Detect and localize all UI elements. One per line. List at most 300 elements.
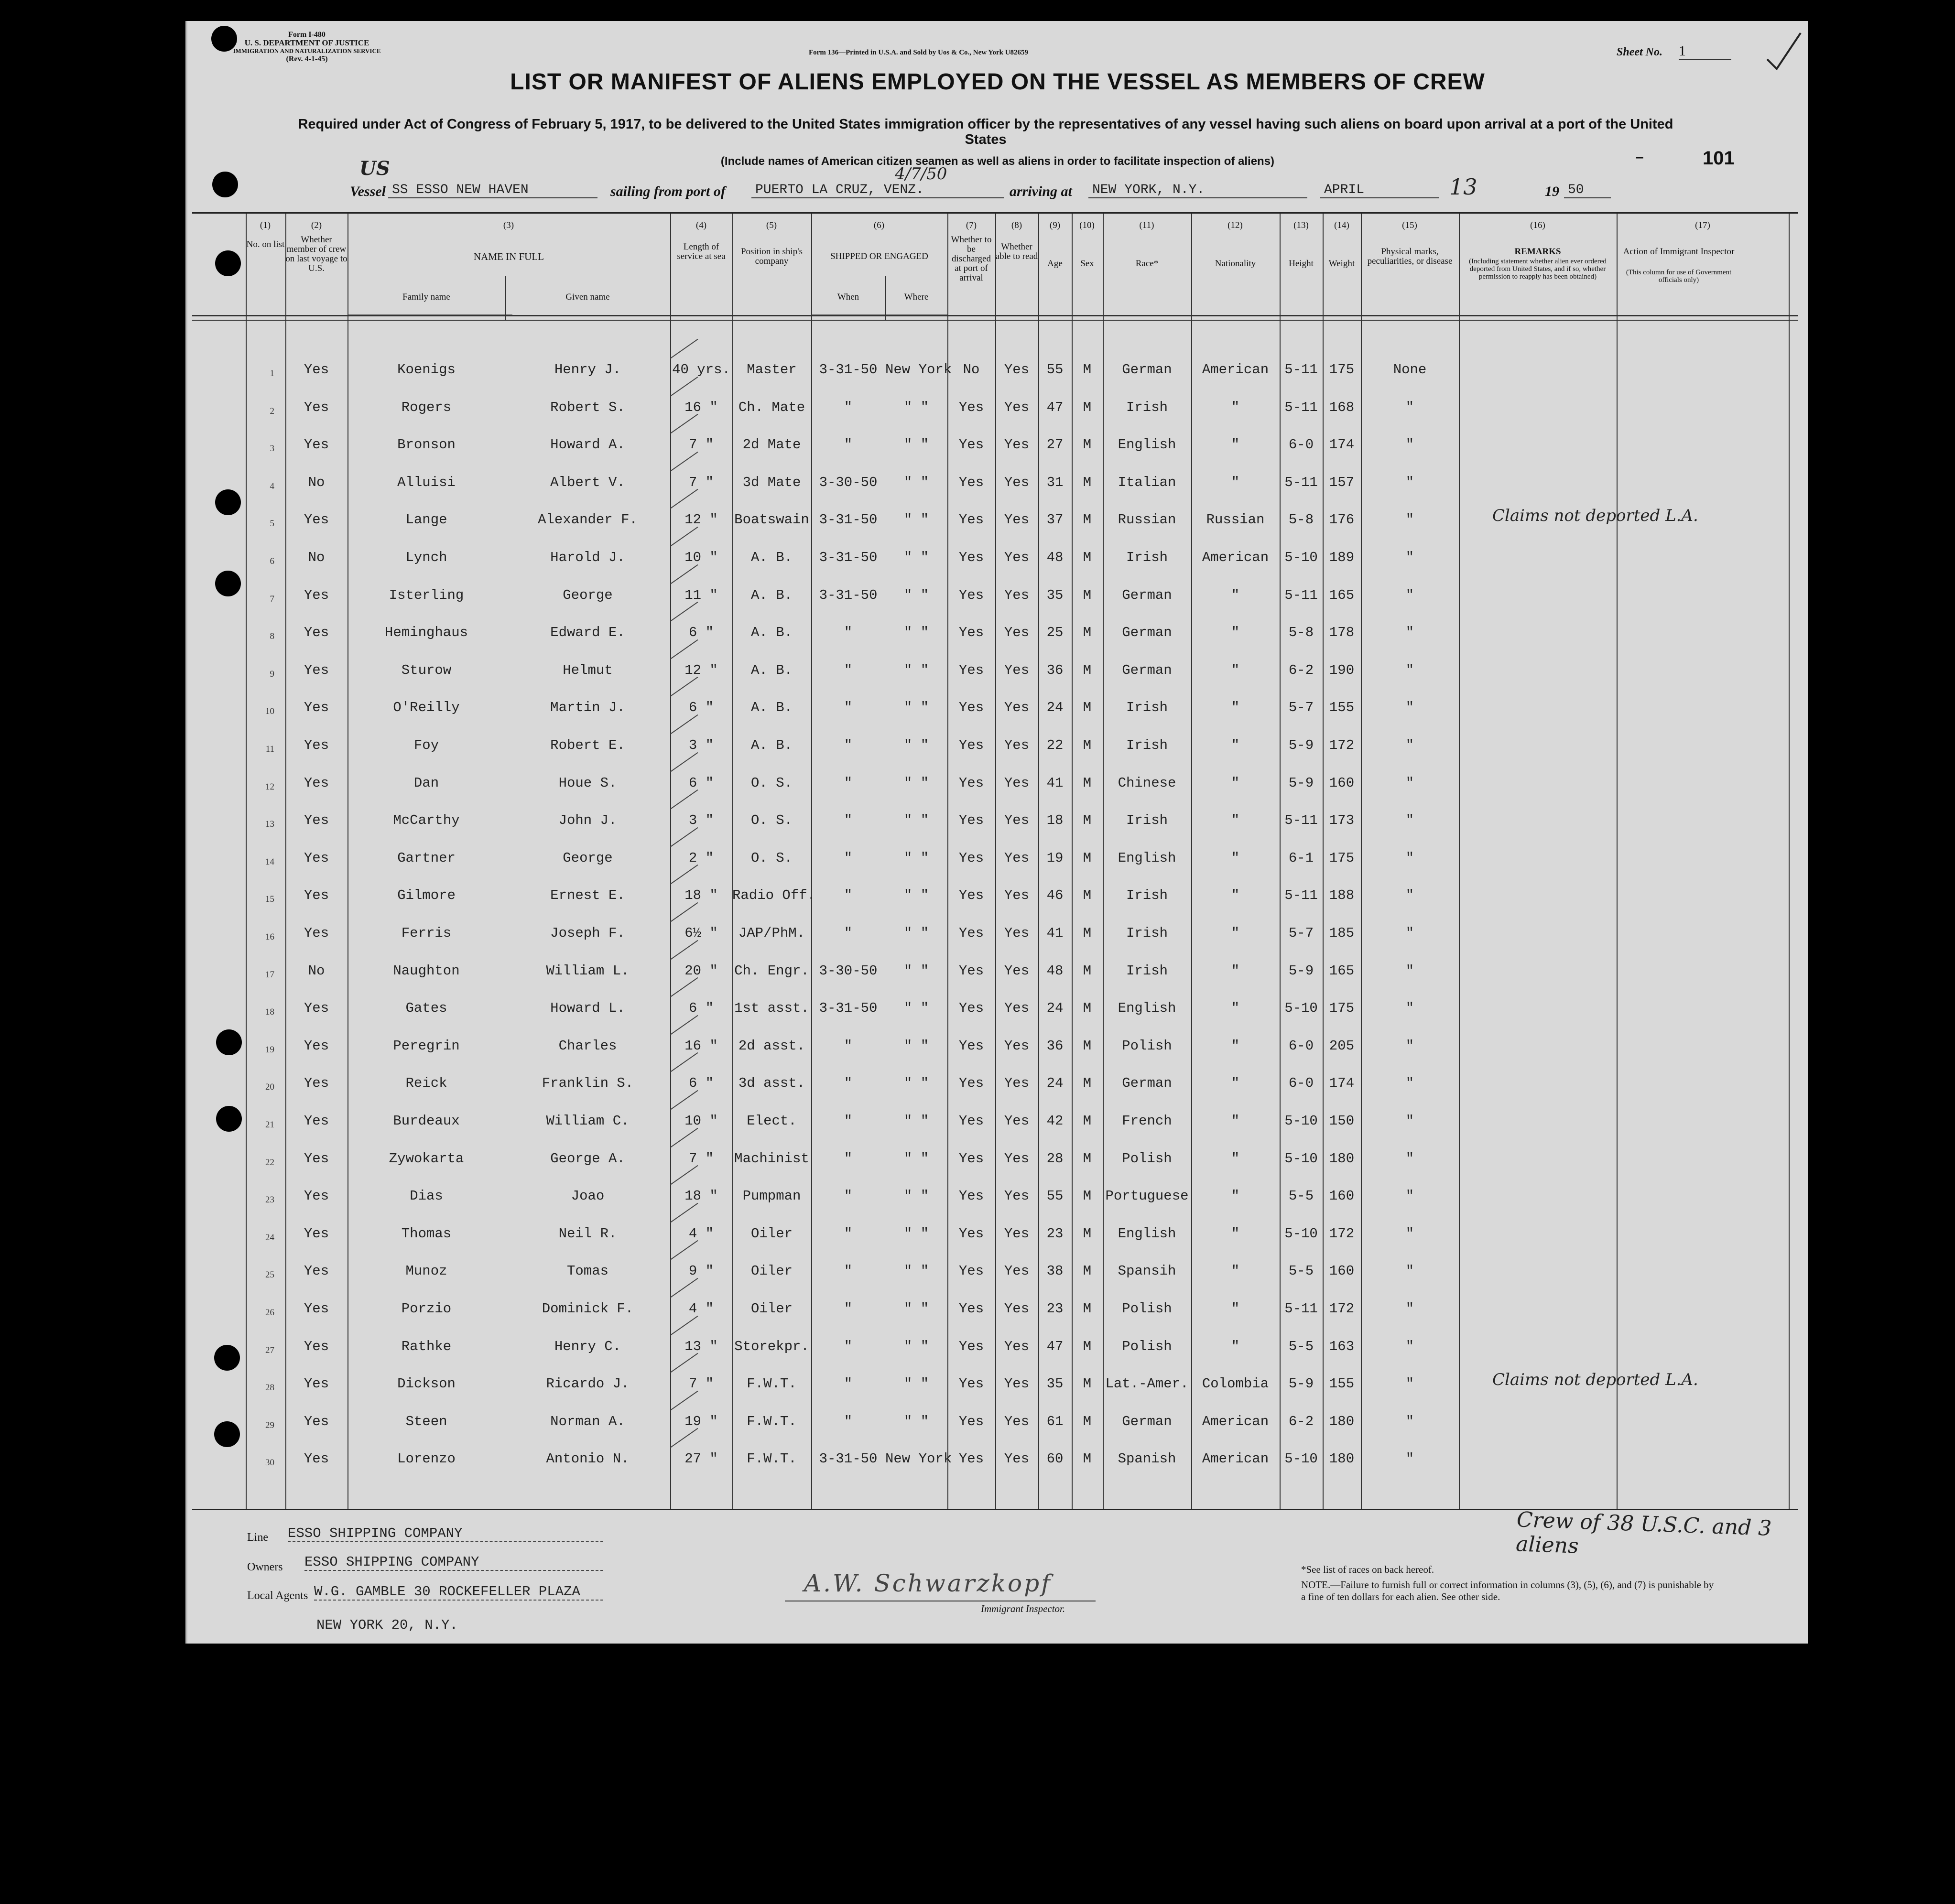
- weight-cell: 176: [1329, 512, 1355, 528]
- race-cell: Irish: [1126, 700, 1168, 716]
- discharged-cell: Yes: [958, 1113, 984, 1129]
- height-cell: 5-10: [1284, 1150, 1318, 1167]
- col-number: (4): [695, 220, 707, 230]
- nationality-cell: ": [1231, 850, 1240, 866]
- given-name-cell: Howard L.: [550, 1000, 625, 1017]
- read-cell: Yes: [1004, 587, 1030, 603]
- discharged-cell: Yes: [958, 887, 984, 904]
- shipped-when-cell: ": [844, 662, 853, 678]
- age-cell: 25: [1046, 625, 1064, 641]
- read-cell: Yes: [1004, 1451, 1030, 1467]
- weight-cell: 189: [1329, 550, 1355, 565]
- shipped-where-cell: " ": [903, 1338, 929, 1354]
- shipped-where-cell: " ": [903, 925, 929, 941]
- col-header-age: Age: [1047, 259, 1063, 269]
- discharged-cell: Yes: [958, 1451, 984, 1467]
- family-name-cell: Isterling: [389, 587, 464, 603]
- height-cell: 5-10: [1284, 1000, 1318, 1017]
- row-number: 1: [270, 368, 274, 379]
- race-cell: German: [1122, 362, 1172, 378]
- age-cell: 36: [1046, 1038, 1064, 1054]
- read-cell: Yes: [1004, 625, 1030, 641]
- prev-voyage-cell: Yes: [304, 1451, 329, 1467]
- marks-cell: ": [1405, 1188, 1414, 1204]
- height-cell: 5-11: [1284, 474, 1318, 490]
- tally-mark: [670, 902, 698, 922]
- given-name-cell: William C.: [546, 1113, 630, 1129]
- service-length-cell: 7 ": [688, 1376, 714, 1392]
- nationality-cell: Colombia: [1202, 1376, 1269, 1392]
- vessel-name: SS ESSO NEW HAVEN: [388, 183, 597, 198]
- service-length-cell: 6 ": [688, 1000, 714, 1017]
- read-cell: Yes: [1004, 1413, 1030, 1429]
- weight-cell: 175: [1329, 1000, 1355, 1017]
- col-number: (2): [311, 220, 322, 230]
- position-cell: 2d asst.: [738, 1038, 805, 1054]
- prev-voyage-cell: Yes: [304, 1225, 329, 1242]
- read-cell: Yes: [1004, 1301, 1030, 1317]
- col-header-shipped: SHIPPED OR ENGAGED: [830, 251, 928, 261]
- penalty-note: NOTE.—Failure to furnish full or correct information in columns (3), (5), (6), and (7) is punishable by a fine of ten dollars for each alien. See other side.: [1301, 1579, 1714, 1602]
- row-number: 8: [270, 631, 274, 642]
- height-cell: 6-1: [1288, 850, 1314, 866]
- age-cell: 47: [1046, 399, 1064, 415]
- sheet-label: Sheet No.: [1617, 46, 1662, 58]
- age-cell: 46: [1046, 887, 1064, 904]
- marks-cell: ": [1405, 775, 1414, 791]
- shipped-where-cell: " ": [903, 963, 929, 979]
- line-label: Line: [247, 1531, 268, 1544]
- position-cell: F.W.T.: [747, 1413, 797, 1429]
- prev-voyage-cell: No: [308, 474, 325, 490]
- read-cell: Yes: [1004, 662, 1030, 678]
- prev-voyage-cell: Yes: [304, 850, 329, 866]
- read-cell: Yes: [1004, 1075, 1030, 1092]
- col-number: (10): [1079, 220, 1095, 230]
- read-cell: Yes: [1004, 474, 1030, 490]
- prev-voyage-cell: Yes: [304, 587, 329, 603]
- height-cell: 5-10: [1284, 1225, 1318, 1242]
- weight-cell: 185: [1329, 925, 1355, 941]
- col-header-given: Given name: [565, 292, 610, 302]
- height-cell: 5-9: [1288, 963, 1314, 979]
- given-name-cell: Neil R.: [558, 1225, 617, 1242]
- family-name-cell: Gates: [405, 1000, 447, 1017]
- row-number: 23: [265, 1195, 274, 1205]
- col-header-height: Height: [1289, 259, 1314, 269]
- prev-voyage-cell: No: [308, 550, 325, 565]
- arriving-port: NEW YORK, N.Y.: [1088, 183, 1307, 198]
- height-cell: 6-0: [1288, 437, 1314, 453]
- tally-mark: [670, 1090, 698, 1110]
- age-cell: 19: [1046, 850, 1064, 866]
- sailing-port: PUERTO LA CRUZ, VENZ.: [751, 183, 1004, 198]
- family-name-cell: Dickson: [397, 1376, 456, 1392]
- weight-cell: 190: [1329, 662, 1355, 678]
- row-number: 10: [265, 706, 274, 717]
- race-cell: French: [1122, 1113, 1172, 1129]
- nationality-cell: American: [1202, 550, 1269, 565]
- race-cell: Irish: [1126, 737, 1168, 753]
- given-name-cell: George: [563, 587, 613, 603]
- prev-voyage-cell: Yes: [304, 700, 329, 716]
- position-cell: Master: [747, 362, 797, 378]
- col-number: (11): [1139, 220, 1154, 230]
- sex-cell: M: [1083, 850, 1092, 866]
- col-number: (14): [1334, 220, 1349, 230]
- shipped-where-cell: " ": [903, 1263, 929, 1279]
- col-number: (13): [1293, 220, 1309, 230]
- marks-cell: ": [1405, 474, 1414, 490]
- prev-voyage-cell: Yes: [304, 737, 329, 753]
- shipped-where-cell: " ": [903, 850, 929, 866]
- given-name-cell: Norman A.: [550, 1413, 625, 1429]
- discharged-cell: Yes: [958, 812, 984, 829]
- shipped-when-cell: ": [844, 887, 853, 904]
- marks-cell: ": [1405, 887, 1414, 904]
- shipped-when-cell: 3-30-50: [819, 963, 878, 979]
- discharged-cell: Yes: [958, 1376, 984, 1392]
- row-number: 7: [270, 594, 274, 604]
- shipped-where-cell: " ": [903, 1075, 929, 1092]
- tally-mark: [670, 714, 698, 735]
- sex-cell: M: [1083, 1338, 1092, 1354]
- shipped-when-cell: 3-31-50: [819, 362, 878, 378]
- age-cell: 22: [1046, 737, 1064, 753]
- sex-cell: M: [1083, 1188, 1092, 1204]
- service-length-cell: 19 ": [684, 1413, 718, 1429]
- prev-voyage-cell: Yes: [304, 812, 329, 829]
- service-length-cell: 4 ": [688, 1225, 714, 1242]
- marks-cell: ": [1405, 662, 1414, 678]
- tally-mark: [670, 452, 698, 472]
- position-cell: A. B.: [750, 625, 793, 641]
- nationality-cell: ": [1231, 700, 1240, 716]
- given-name-cell: John J.: [558, 812, 617, 829]
- sex-cell: M: [1083, 1000, 1092, 1017]
- shipped-where-cell: New York: [885, 1451, 952, 1467]
- service-length-cell: 7 ": [688, 437, 714, 453]
- given-name-cell: Martin J.: [550, 700, 625, 716]
- tally-mark: [670, 977, 698, 997]
- given-name-cell: Ricardo J.: [546, 1376, 630, 1392]
- col-header-length-service: Length of service at sea: [677, 242, 726, 261]
- age-cell: 61: [1046, 1413, 1064, 1429]
- department: U. S. DEPARTMENT OF JUSTICE: [244, 38, 369, 47]
- row-number: 30: [265, 1458, 274, 1468]
- weight-cell: 180: [1329, 1150, 1355, 1167]
- family-name-cell: Burdeaux: [393, 1113, 460, 1129]
- printer-line: Form 136—Printed in U.S.A. and Sold by Uos & Co., New York U82659: [809, 49, 1029, 56]
- sex-cell: M: [1083, 1413, 1092, 1429]
- tally-mark: [670, 1353, 698, 1373]
- discharged-cell: Yes: [958, 1263, 984, 1279]
- discharged-cell: Yes: [958, 1225, 984, 1242]
- shipped-where-cell: New York: [885, 362, 952, 378]
- read-cell: Yes: [1004, 887, 1030, 904]
- position-cell: Machinist: [734, 1150, 809, 1167]
- col-header-family: Family name: [402, 292, 450, 302]
- marks-cell: ": [1405, 850, 1414, 866]
- weight-cell: 160: [1329, 775, 1355, 791]
- discharged-cell: Yes: [958, 399, 984, 415]
- weight-cell: 174: [1329, 437, 1355, 453]
- service-length-cell: 18 ": [684, 887, 718, 904]
- given-name-cell: Franklin S.: [542, 1075, 634, 1092]
- given-name-cell: George A.: [550, 1150, 625, 1167]
- race-cell: German: [1122, 1075, 1172, 1092]
- service-length-cell: 10 ": [684, 1113, 718, 1129]
- shipped-where-cell: " ": [903, 550, 929, 565]
- family-name-cell: Naughton: [393, 963, 460, 979]
- owners-value: ESSO SHIPPING COMPANY: [304, 1554, 603, 1571]
- sex-cell: M: [1083, 1113, 1092, 1129]
- age-cell: 55: [1046, 1188, 1064, 1204]
- discharged-cell: Yes: [958, 963, 984, 979]
- col-header-when: When: [837, 292, 859, 302]
- row-number: 3: [270, 444, 274, 454]
- nationality-cell: ": [1231, 1075, 1240, 1092]
- col-header-no: No. on list: [246, 239, 285, 249]
- discharged-cell: Yes: [958, 1000, 984, 1017]
- marks-cell: ": [1405, 1338, 1414, 1354]
- manifest-sheet: [185, 21, 1808, 1644]
- shipped-where-cell: " ": [903, 512, 929, 528]
- prev-voyage-cell: Yes: [304, 925, 329, 941]
- race-cell: Irish: [1126, 812, 1168, 829]
- position-cell: Radio Off.: [732, 887, 816, 904]
- sex-cell: M: [1083, 1301, 1092, 1317]
- tally-mark: [670, 1052, 698, 1072]
- shipped-where-cell: " ": [903, 625, 929, 641]
- service-length-cell: 12 ": [684, 662, 718, 678]
- col-number: (7): [966, 220, 977, 230]
- age-cell: 24: [1046, 1000, 1064, 1017]
- height-cell: 5-7: [1288, 700, 1314, 716]
- tally-mark: [670, 677, 698, 697]
- inspector-label: Immigrant Inspector.: [981, 1603, 1065, 1614]
- family-name-cell: Porzio: [401, 1301, 452, 1317]
- prev-voyage-cell: Yes: [304, 437, 329, 453]
- read-cell: Yes: [1004, 925, 1030, 941]
- service-length-cell: 10 ": [684, 550, 718, 565]
- tally-mark: [670, 790, 698, 810]
- given-name-cell: Alexander F.: [538, 512, 638, 528]
- shipped-when-cell: ": [844, 850, 853, 866]
- row-number: 13: [265, 819, 274, 830]
- prev-voyage-cell: Yes: [304, 887, 329, 904]
- tally-mark: [670, 827, 698, 847]
- position-cell: Ch. Engr.: [734, 963, 809, 979]
- service-length-cell: 40 yrs.: [672, 362, 730, 378]
- nationality-cell: ": [1231, 474, 1240, 490]
- read-cell: Yes: [1004, 963, 1030, 979]
- position-cell: Elect.: [747, 1113, 797, 1129]
- nationality-cell: ": [1231, 887, 1240, 904]
- read-cell: Yes: [1004, 1113, 1030, 1129]
- shipped-when-cell: 3-30-50: [819, 474, 878, 490]
- given-name-cell: Albert V.: [550, 474, 625, 490]
- row-number: 21: [265, 1120, 274, 1130]
- prev-voyage-cell: Yes: [304, 1263, 329, 1279]
- col-header-marks: Physical marks, peculiarities, or disease: [1367, 247, 1453, 266]
- family-name-cell: Lange: [405, 512, 447, 528]
- col-header-sex: Sex: [1080, 259, 1094, 269]
- weight-cell: 165: [1329, 963, 1355, 979]
- marks-cell: ": [1405, 1263, 1414, 1279]
- manifest-title: LIST OR MANIFEST OF ALIENS EMPLOYED ON THE VESSEL AS MEMBERS OF CREW: [510, 69, 1485, 95]
- service-length-cell: 12 ": [684, 512, 718, 528]
- arrival-month: APRIL: [1320, 183, 1439, 198]
- nationality-cell: ": [1231, 775, 1240, 791]
- sex-cell: M: [1083, 587, 1092, 603]
- tally-mark: [670, 1315, 698, 1335]
- family-name-cell: Sturow: [401, 662, 452, 678]
- arrival-day: 13: [1449, 174, 1477, 200]
- row-number: 9: [270, 669, 274, 679]
- family-name-cell: Gilmore: [397, 887, 456, 904]
- given-name-cell: Ernest E.: [550, 887, 625, 904]
- age-cell: 18: [1046, 812, 1064, 829]
- col-header-prev-voyage: Whether member of crew on last voyage to U.S.: [285, 235, 348, 273]
- agents-label: Local Agents: [247, 1590, 308, 1602]
- shipped-when-cell: ": [844, 700, 853, 716]
- read-cell: Yes: [1004, 1150, 1030, 1167]
- marks-cell: ": [1405, 1113, 1414, 1129]
- read-cell: Yes: [1004, 1188, 1030, 1204]
- height-cell: 6-2: [1288, 1413, 1314, 1429]
- weight-cell: 163: [1329, 1338, 1355, 1354]
- col-header-name: NAME IN FULL: [474, 251, 544, 262]
- line-value: ESSO SHIPPING COMPANY: [288, 1525, 603, 1542]
- read-cell: Yes: [1004, 850, 1030, 866]
- shipped-where-cell: " ": [903, 1038, 929, 1054]
- discharged-cell: Yes: [958, 587, 984, 603]
- age-cell: 24: [1046, 1075, 1064, 1092]
- given-name-cell: Helmut: [563, 662, 613, 678]
- weight-cell: 174: [1329, 1075, 1355, 1092]
- shipped-when-cell: ": [844, 1263, 853, 1279]
- vessel-note: US: [359, 157, 390, 180]
- col-header-remarks-note: (Including statement whether alien ever ordered deported from United States, and if so, whether permission to reapply has been obtained): [1469, 258, 1607, 281]
- position-cell: Oiler: [750, 1225, 793, 1242]
- prev-voyage-cell: Yes: [304, 1113, 329, 1129]
- race-cell: German: [1122, 1413, 1172, 1429]
- race-cell: Lat.-Amer.: [1105, 1376, 1189, 1392]
- col-number: (1): [260, 220, 271, 230]
- race-cell: English: [1118, 437, 1176, 453]
- weight-cell: 172: [1329, 1301, 1355, 1317]
- position-cell: Ch. Mate: [738, 399, 805, 415]
- height-cell: 5-10: [1284, 1451, 1318, 1467]
- height-cell: 5-8: [1288, 512, 1314, 528]
- shipped-where-cell: " ": [903, 1113, 929, 1129]
- nationality-cell: ": [1231, 1150, 1240, 1167]
- discharged-cell: Yes: [958, 437, 984, 453]
- col-number: (12): [1227, 220, 1243, 230]
- shipped-when-cell: ": [844, 1038, 853, 1054]
- read-cell: Yes: [1004, 1038, 1030, 1054]
- discharged-cell: Yes: [958, 925, 984, 941]
- discharged-cell: Yes: [958, 625, 984, 641]
- row-number: 12: [265, 781, 274, 792]
- sex-cell: M: [1083, 963, 1092, 979]
- race-cell: English: [1118, 850, 1176, 866]
- form-number: Form I-480: [288, 31, 326, 39]
- discharged-cell: Yes: [958, 662, 984, 678]
- prev-voyage-cell: Yes: [304, 1075, 329, 1092]
- family-name-cell: Rathke: [401, 1338, 452, 1354]
- read-cell: Yes: [1004, 737, 1030, 753]
- shipped-when-cell: ": [844, 1113, 853, 1129]
- given-name-cell: Edward E.: [550, 625, 625, 641]
- marks-cell: ": [1405, 700, 1414, 716]
- serial-number: 101: [1703, 148, 1735, 169]
- height-cell: 6-0: [1288, 1038, 1314, 1054]
- sex-cell: M: [1083, 512, 1092, 528]
- col-header-nationality: Nationality: [1215, 259, 1256, 269]
- service-length-cell: 6 ": [688, 775, 714, 791]
- tally-mark: [670, 1240, 698, 1260]
- given-name-cell: Henry C.: [554, 1338, 621, 1354]
- family-name-cell: Ferris: [401, 925, 452, 941]
- tally-mark: [670, 602, 698, 622]
- col-header-read: Whether able to read: [995, 242, 1038, 261]
- service-length-cell: 16 ": [684, 399, 718, 415]
- race-cell: German: [1122, 625, 1172, 641]
- agents-value: W.G. GAMBLE 30 ROCKEFELLER PLAZA: [314, 1584, 603, 1601]
- row-number: 14: [265, 856, 274, 867]
- shipped-when-cell: ": [844, 1150, 853, 1167]
- remarks-cell: Claims not deported L.A.: [1492, 506, 1698, 526]
- age-cell: 28: [1046, 1150, 1064, 1167]
- sex-cell: M: [1083, 662, 1092, 678]
- read-cell: Yes: [1004, 399, 1030, 415]
- sex-cell: M: [1083, 887, 1092, 904]
- given-name-cell: Joseph F.: [550, 925, 625, 941]
- shipped-when-cell: ": [844, 399, 853, 415]
- row-number: 5: [270, 519, 274, 529]
- shipped-when-cell: ": [844, 1188, 853, 1204]
- marks-cell: ": [1405, 1150, 1414, 1167]
- height-cell: 5-7: [1288, 925, 1314, 941]
- discharged-cell: Yes: [958, 1338, 984, 1354]
- family-name-cell: Reick: [405, 1075, 447, 1092]
- discharged-cell: Yes: [958, 1301, 984, 1317]
- read-cell: Yes: [1004, 550, 1030, 565]
- age-cell: 41: [1046, 775, 1064, 791]
- race-cell: Chinese: [1118, 775, 1176, 791]
- col-header-remarks: REMARKS: [1514, 247, 1561, 257]
- col-number: (9): [1049, 220, 1061, 230]
- height-cell: 6-0: [1288, 1075, 1314, 1092]
- shipped-where-cell: " ": [903, 775, 929, 791]
- shipped-where-cell: " ": [903, 399, 929, 415]
- arrival-year: 50: [1564, 183, 1611, 198]
- races-note: *See list of races on back hereof.: [1301, 1564, 1434, 1575]
- sex-cell: M: [1083, 625, 1092, 641]
- weight-cell: 188: [1329, 887, 1355, 904]
- shipped-when-cell: 3-31-50: [819, 1451, 878, 1467]
- weight-cell: 178: [1329, 625, 1355, 641]
- marks-cell: None: [1393, 362, 1427, 378]
- prev-voyage-cell: Yes: [304, 1338, 329, 1354]
- height-cell: 5-11: [1284, 399, 1318, 415]
- service-length-cell: 13 ": [684, 1338, 718, 1354]
- height-cell: 5-9: [1288, 1376, 1314, 1392]
- discharged-cell: Yes: [958, 850, 984, 866]
- marks-cell: ": [1405, 625, 1414, 641]
